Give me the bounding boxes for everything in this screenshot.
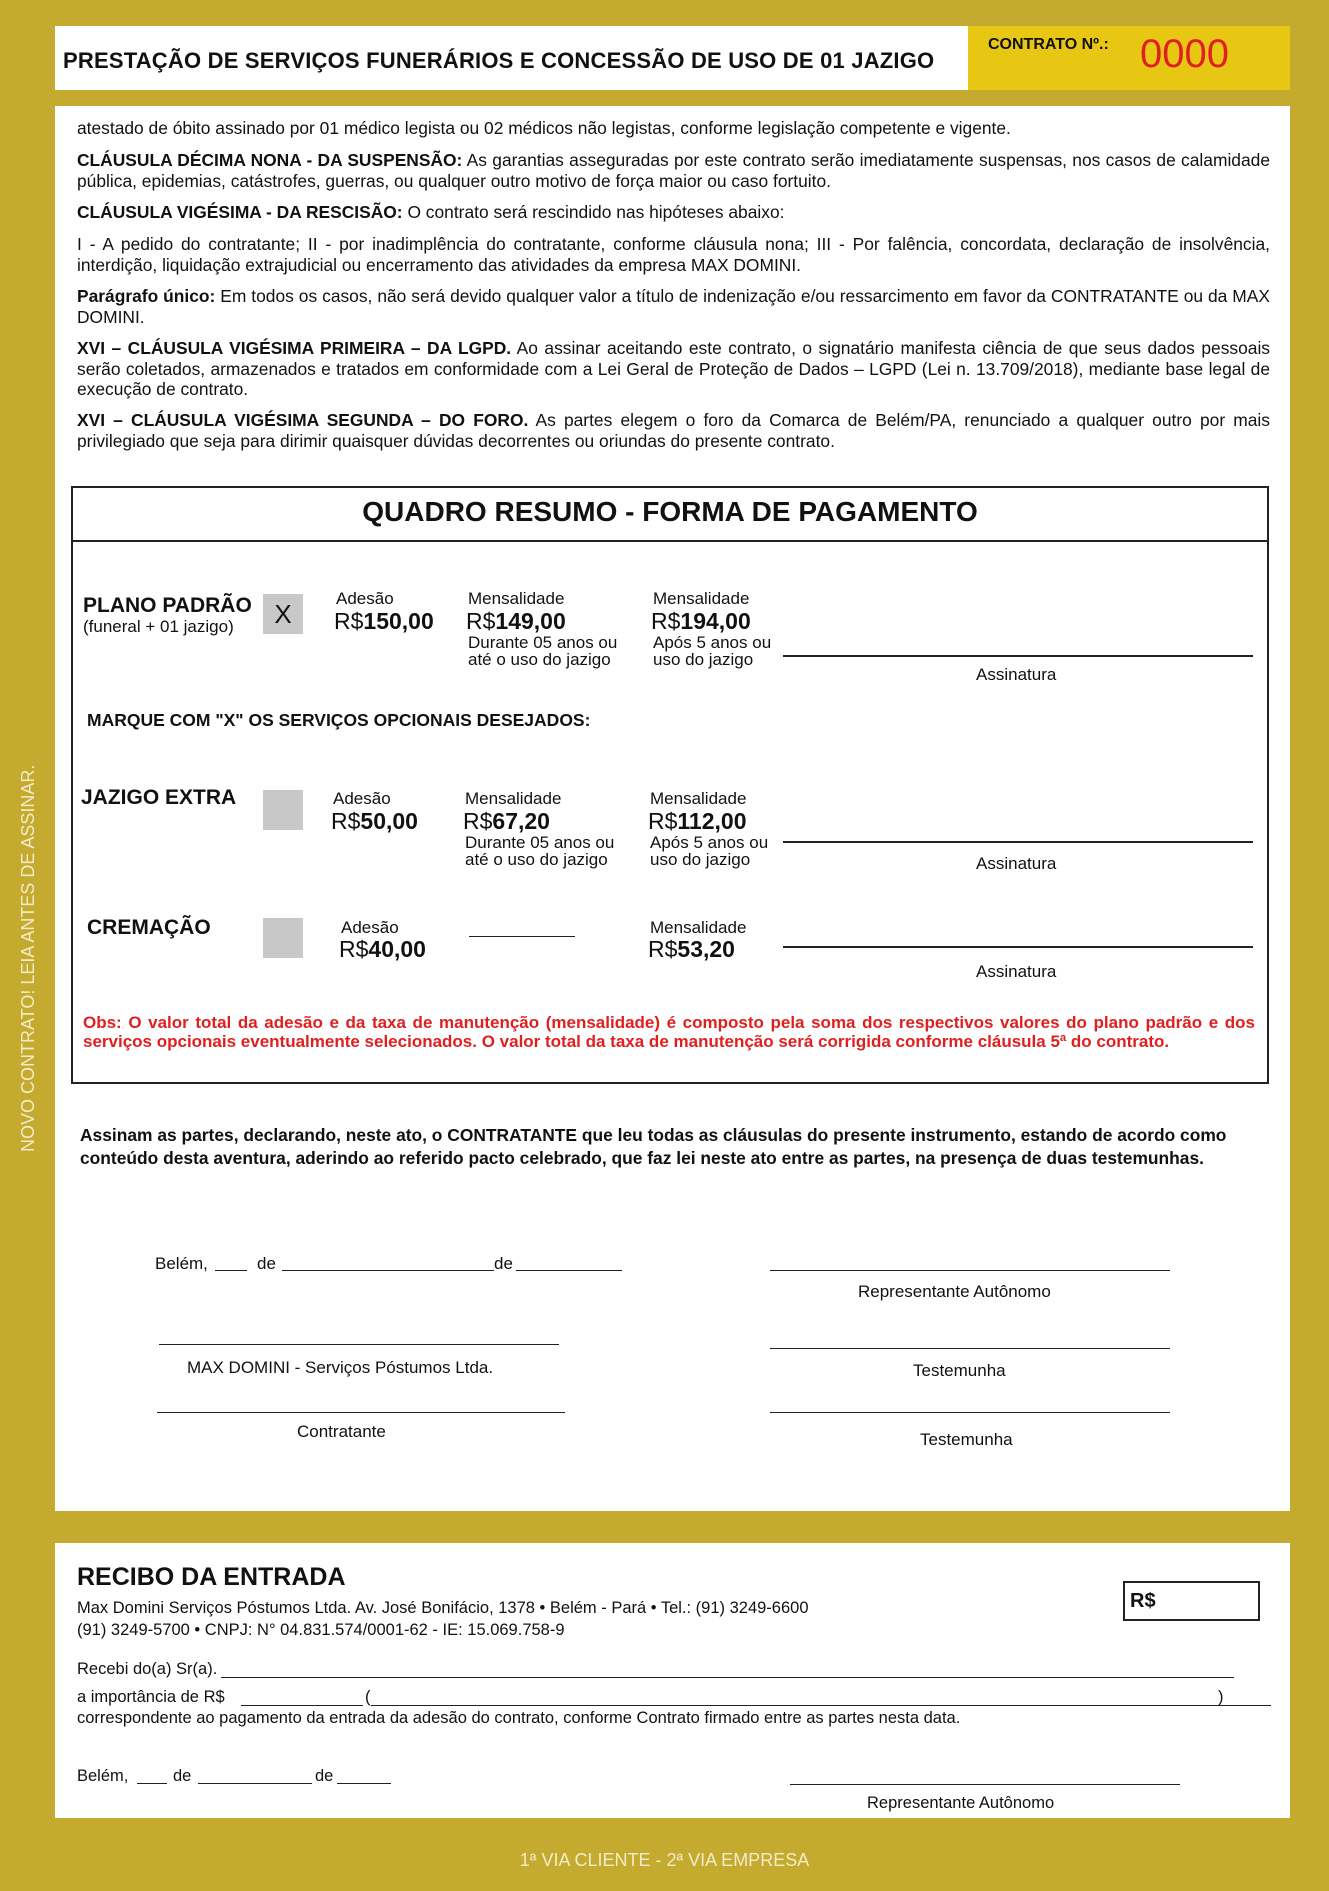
clause-text: O contrato será rescindido nas hipóteses abaixo: xyxy=(402,202,785,222)
signature-label: Assinatura xyxy=(976,854,1057,873)
signature-line[interactable] xyxy=(770,1412,1170,1413)
day-field-line[interactable] xyxy=(137,1783,167,1784)
mensalidade-note: Após 5 anos ou xyxy=(650,833,769,852)
date-de: de xyxy=(315,1767,334,1785)
mensalidade-label: Mensalidade xyxy=(465,789,562,808)
mensalidade-label: Mensalidade xyxy=(650,789,747,808)
receipt-description: correspondente ao pagamento da entrada da adesão do contrato, conforme Contrato firmado entre as partes nesta data. xyxy=(77,1709,961,1727)
clause-heading: CLÁUSULA VIGÉSIMA - DA RESCISÃO: xyxy=(77,202,403,222)
contract-number: 0000 xyxy=(1140,32,1229,76)
plan-checkbox[interactable]: X xyxy=(263,594,303,634)
mensalidade-note: Durante 05 anos ou xyxy=(468,633,618,652)
copies-note: 1ª VIA CLIENTE - 2ª VIA EMPRESA xyxy=(519,1850,810,1870)
recebi-label: Recebi do(a) Sr(a). xyxy=(77,1660,218,1678)
adesao-price: R$50,00 xyxy=(331,808,418,834)
witness-label: Testemunha xyxy=(920,1430,1013,1449)
plan-name: PLANO PADRÃO xyxy=(83,594,252,617)
witness-label: Testemunha xyxy=(913,1361,1006,1380)
company-info: (91) 3249-5700 • CNPJ: N° 04.831.574/0001-62 - IE: 15.069.758-9 xyxy=(77,1621,565,1639)
clause-heading: XVI – CLÁUSULA VIGÉSIMA PRIMEIRA – DA LGPD. xyxy=(77,338,512,358)
contract-body xyxy=(55,106,1290,1511)
clause-text: Ao assinar aceitando este contrato, o signatário manifesta ciência de que seus dados pessoais serão coletados, armazenados e tratados em conformidade com a Lei Geral de Proteção de Dados – LGPD (Lei n. 13.709/2018), mediante base legal de execução de contrato. xyxy=(77,338,1270,399)
signature-line[interactable] xyxy=(783,841,1253,843)
mensalidade-note: Durante 05 anos ou xyxy=(465,833,615,852)
signature-line[interactable] xyxy=(159,1344,559,1345)
adesao-price: R$150,00 xyxy=(334,608,434,634)
signature-line[interactable] xyxy=(770,1270,1170,1271)
mensalidade-label: Mensalidade xyxy=(653,589,750,608)
clause-paragraph: I - A pedido do contratante; II - por inadimplência do contratante, conforme cláusula nona; III - Por falência, concordata, declaração de insolvência, interdição, liquidação extrajudicial ou encerramento das atividades da empresa MAX DOMINI. xyxy=(77,234,1270,275)
plan-description: (funeral + 01 jazigo) xyxy=(83,617,234,636)
year-field-line[interactable] xyxy=(337,1783,391,1784)
document-title: PRESTAÇÃO DE SERVIÇOS FUNERÁRIOS E CONCESSÃO DE USO DE 01 JAZIGO xyxy=(63,48,935,73)
amount-line[interactable] xyxy=(241,1705,363,1706)
signature-line[interactable] xyxy=(770,1348,1170,1349)
adesao-label: Adesão xyxy=(333,789,391,808)
clause-paragraph: atestado de óbito assinado por 01 médico legista ou 02 médicos não legistas, conforme legislação competente e vigente. xyxy=(77,118,1011,138)
contract-label: CONTRATO Nº.: xyxy=(988,36,1109,53)
clause-paragraph xyxy=(77,202,1270,223)
mensalidade-note: uso do jazigo xyxy=(650,850,751,869)
company-signature-label: MAX DOMINI - Serviços Póstumos Ltda. xyxy=(187,1358,494,1377)
observation-note: Obs: O valor total da adesão e da taxa de manutenção (mensalidade) é composto pela soma dos respectivos valores do plano padrão e dos serviços opcionais eventualmente selecionados. O valor total da taxa de manutenção será corrigida conforme cláusula 5ª do contrato. xyxy=(83,1013,1255,1051)
mensalidade-price: R$67,20 xyxy=(463,808,550,834)
date-city: Belém, xyxy=(77,1767,129,1785)
month-field-line[interactable] xyxy=(198,1783,312,1784)
adesao-label: Adesão xyxy=(341,918,399,937)
clause-text: As partes elegem o foro da Comarca de Belém/PA, renunciado a qualquer outro por mais privilegiado que seja para dirimir quaisquer dúvidas decorrentes ou oriundas do presente contrato. xyxy=(77,410,1270,451)
clause-heading: XVI – CLÁUSULA VIGÉSIMA SEGUNDA – DO FORO. xyxy=(77,410,529,430)
mensalidade-note: até o uso do jazigo xyxy=(468,650,611,669)
representante-label: Representante Autônomo xyxy=(858,1282,1051,1301)
paren-close: ) xyxy=(1218,1688,1224,1706)
receipt-title: RECIBO DA ENTRADA xyxy=(77,1563,346,1591)
date-de: de xyxy=(173,1767,192,1785)
contract-number-box xyxy=(968,26,1290,90)
paren-open: ( xyxy=(365,1688,371,1706)
payment-summary-box xyxy=(71,486,1269,1084)
mensalidade-price: R$149,00 xyxy=(466,608,566,634)
company-info: Max Domini Serviços Póstumos Ltda. Av. José Bonifácio, 1378 • Belém - Pará • Tel.: (91) 3249-6600 xyxy=(77,1599,809,1617)
year-field-line[interactable] xyxy=(516,1270,622,1271)
mensalidade-note: até o uso do jazigo xyxy=(465,850,608,869)
side-warning: NOVO CONTRATO! LEIA ANTES DE ASSINAR. xyxy=(18,764,38,1152)
service-name: CREMAÇÃO xyxy=(87,916,211,939)
mensalidade-label: Mensalidade xyxy=(650,918,747,937)
date-de: de xyxy=(257,1254,276,1273)
payer-name-line[interactable] xyxy=(221,1677,1234,1678)
mensalidade-note: uso do jazigo xyxy=(653,650,754,669)
amount-words-line[interactable] xyxy=(371,1705,1271,1706)
clause-paragraph xyxy=(77,410,1270,451)
mensalidade-price: R$53,20 xyxy=(648,936,735,962)
contratante-label: Contratante xyxy=(297,1422,386,1441)
jazigo-extra-checkbox[interactable] xyxy=(263,790,303,830)
signature-line[interactable] xyxy=(790,1784,1180,1785)
service-name: JAZIGO EXTRA xyxy=(81,786,237,809)
clause-text: Em todos os casos, não será devido qualquer valor a título de indenização e/ou ressarcimento em favor da CONTRATANTE ou da MAX DOMINI. xyxy=(77,286,1270,327)
clause-heading: Parágrafo único: xyxy=(77,286,216,306)
receipt-panel xyxy=(55,1543,1290,1818)
clause-paragraph xyxy=(77,150,1270,191)
adesao-label: Adesão xyxy=(336,589,394,608)
summary-header xyxy=(73,488,1267,542)
date-city: Belém, xyxy=(155,1254,208,1273)
mensalidade-price: R$194,00 xyxy=(651,608,751,634)
signature-line[interactable] xyxy=(783,946,1253,948)
signing-statement: Assinam as partes, declarando, neste ato, o CONTRATANTE que leu todas as cláusulas do presente instrumento, estando de acordo como conteúdo desta aventura, aderindo ao referido pacto celebrado, que faz lei neste ato entre as partes, na presença de duas testemunhas. xyxy=(80,1125,1227,1168)
day-field-line[interactable] xyxy=(215,1270,247,1271)
clause-paragraph xyxy=(77,286,1270,327)
header-bar xyxy=(55,26,1290,90)
adesao-price: R$40,00 xyxy=(339,936,426,962)
signature-line[interactable] xyxy=(783,655,1253,657)
amount-currency: R$ xyxy=(1130,1590,1156,1612)
clause-heading: CLÁUSULA DÉCIMA NONA - DA SUSPENSÃO: xyxy=(77,150,463,170)
mensalidade-price: R$112,00 xyxy=(648,808,747,834)
mensalidade-note: Após 5 anos ou xyxy=(653,633,772,652)
importancia-label: a importância de R$ xyxy=(77,1688,225,1706)
signature-label: Assinatura xyxy=(976,962,1057,981)
signature-label: Assinatura xyxy=(976,665,1057,684)
empty-field-line xyxy=(469,936,575,937)
date-de: de xyxy=(494,1254,513,1273)
optional-services-title: MARQUE COM "X" OS SERVIÇOS OPCIONAIS DESEJADOS: xyxy=(87,710,591,730)
signature-line[interactable] xyxy=(157,1412,565,1413)
month-field-line[interactable] xyxy=(282,1270,494,1271)
representante-label: Representante Autônomo xyxy=(867,1794,1055,1812)
mensalidade-label: Mensalidade xyxy=(468,589,565,608)
clause-text: As garantias asseguradas por este contrato serão imediatamente suspensas, nos casos de calamidade pública, epidemias, catástrofes, guerras, ou qualquer outro motivo de força maior ou caso fortuito. xyxy=(77,150,1270,191)
summary-title: QUADRO RESUMO - FORMA DE PAGAMENTO xyxy=(362,496,978,527)
amount-box[interactable] xyxy=(1123,1581,1260,1621)
clause-paragraph xyxy=(77,338,1270,400)
cremacao-checkbox[interactable] xyxy=(263,918,303,958)
